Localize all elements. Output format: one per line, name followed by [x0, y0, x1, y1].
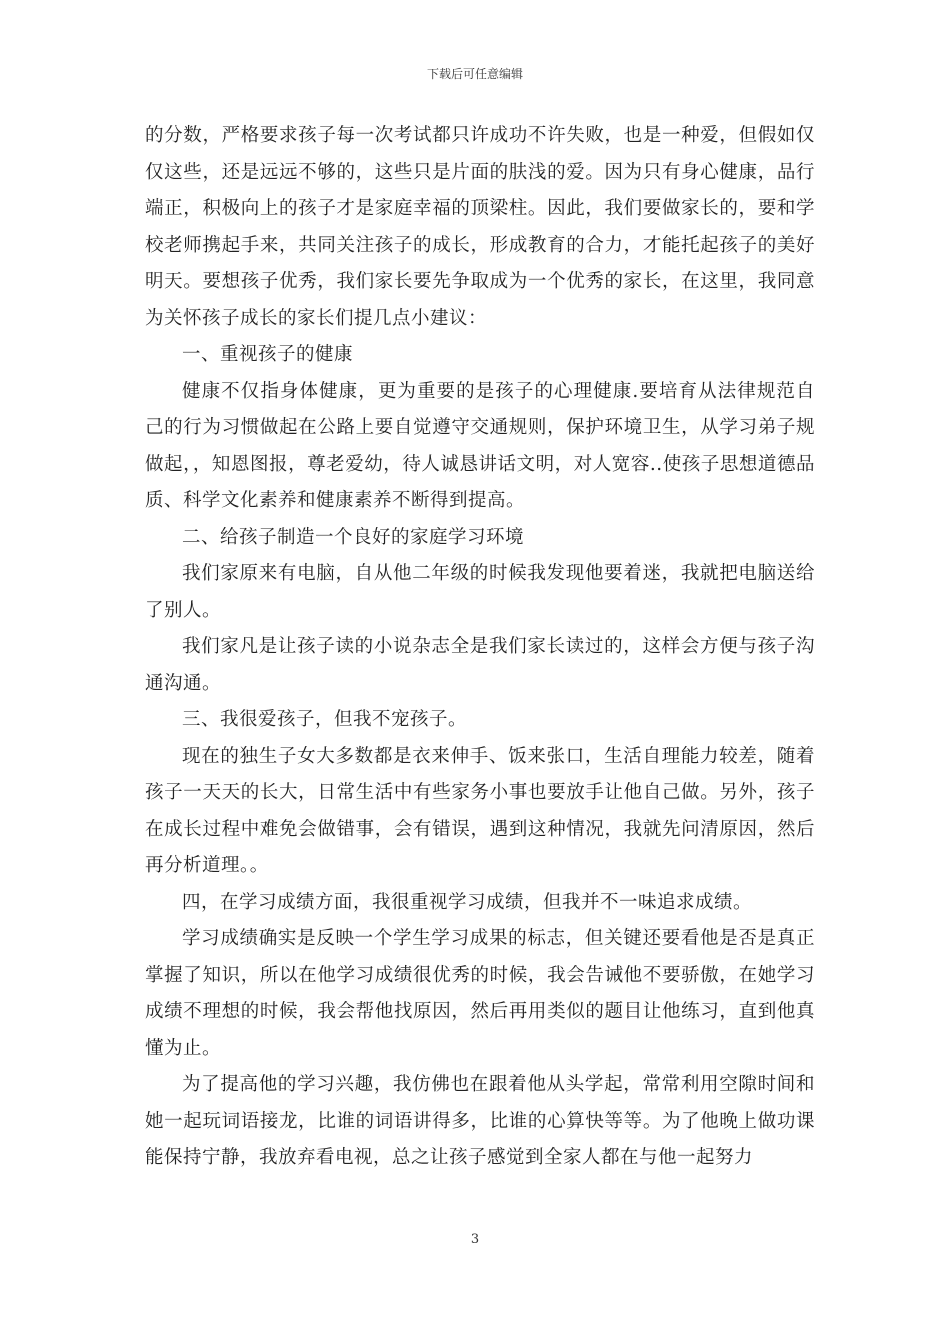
- paragraph-independence: 现在的独生子女大多数都是衣来伸手、饭来张口，生活自理能力较差，随着孩子一天天的长大，日常生活中有些家务小事也要放手让他自己做。另外，孩子在成长过程中难免会做错事，会有错误，遇到这种情况，我就先问清原因，然后再分析道理。。: [145, 745, 815, 876]
- paragraph-computer: 我们家原来有电脑，自从他二年级的时候我发现他要着迷，我就把电脑送给了别人。: [145, 563, 815, 621]
- document-body: [145, 118, 815, 1177]
- page-number: 3: [470, 1232, 480, 1247]
- paragraph-interest: 为了提高他的学习兴趣，我仿佛也在跟着他从头学起，常常利用空隙时间和她一起玩词语接龙，比谁的词语讲得多，比谁的心算快等等。为了他晚上做功课能保持宁静，我放弃看电视，总之让孩子感觉到全家人都在与他一起努力: [145, 1074, 815, 1168]
- paragraph-health: 健康不仅指身体健康，更为重要的是孩子的心理健康.要培育从法律规范自己的行为习惯做起在公路上要自觉遵守交通规则，保护环境卫生，从学习弟子规做起，，知恩图报，尊老爱幼，待人诚恳讲话文明，对人宽容..使孩子思想道德品质、科学文化素养和健康素养不断得到提高。: [145, 380, 815, 511]
- section-heading-love: 三、我很爱孩子，但我不宠孩子。: [182, 709, 468, 730]
- section-heading-health: 一、重视孩子的健康: [182, 344, 354, 365]
- page-header: 下载后可任意编辑: [426, 67, 523, 81]
- paragraph-reading: 我们家凡是让孩子读的小说杂志全是我们家长读过的，这样会方便与孩子沟通沟通。: [145, 636, 815, 694]
- section-heading-environment: 二、给孩子制造一个良好的家庭学习环境: [182, 526, 525, 548]
- paragraph-continuation: 的分数，严格要求孩子每一次考试都只许成功不许失败，也是一种爱，但假如仅仅这些，还是远远不够的，这些只是片面的肤浅的爱。因为只有身心健康，品行端正，积极向上的孩子才是家庭幸福的顶梁柱。因此，我们要做家长的，要和学校老师携起手来，共同关注孩子的成长，形成教育的合力，才能托起孩子的美好明天。要想孩子优秀，我们家长要先争取成为一个优秀的家长，在这里，我同意为关怀孩子成长的家长们提几点小建议：: [145, 125, 815, 329]
- section-heading-grades: 四，在学习成绩方面，我很重视学习成绩，但我并不一味追求成绩。: [182, 891, 753, 913]
- paragraph-grades: 学习成绩确实是反映一个学生学习成果的标志，但关键还要看他是否是真正掌握了知识，所以在他学习成绩很优秀的时候，我会告诫他不要骄傲，在她学习成绩不理想的时候，我会帮他找原因，然后再用类似的题目让他练习，直到他真懂为止。: [145, 928, 815, 1059]
